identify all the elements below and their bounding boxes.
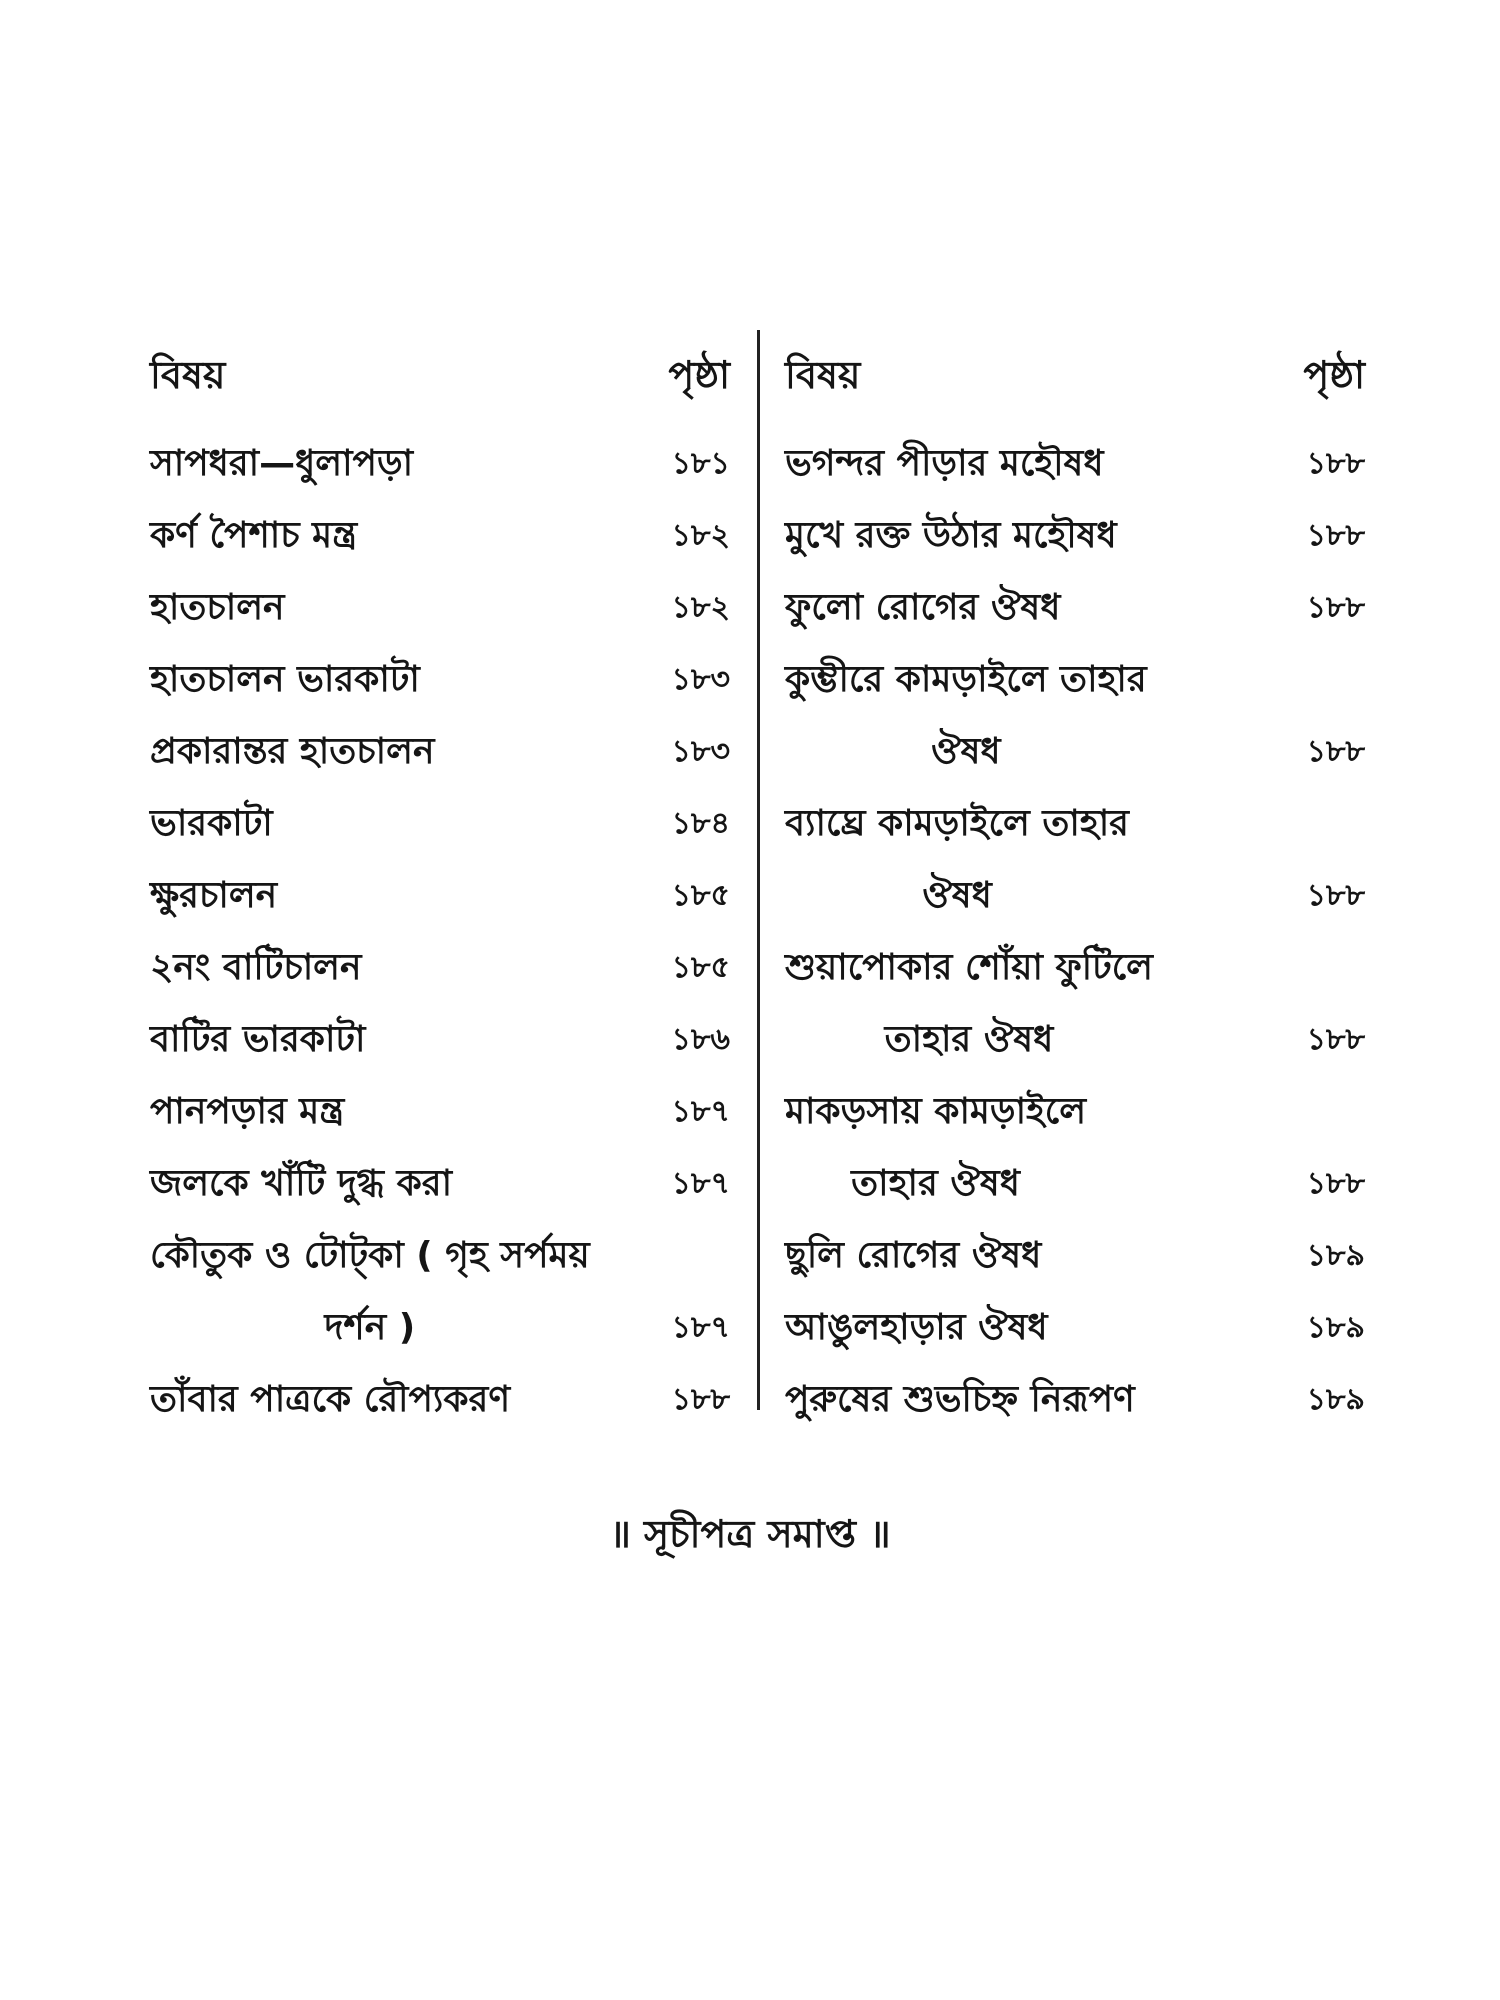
column-header <box>150 350 740 410</box>
entry-page-number: ১৮৯ <box>1306 1238 1365 1273</box>
entry-title-line: তাঁবার পাত্রকে রৌপ্যকরণ <box>150 1379 511 1420</box>
contents-entry <box>150 500 740 572</box>
contents-column-right <box>785 350 1375 1436</box>
contents-entry <box>150 932 740 1004</box>
contents-entry <box>150 428 740 500</box>
entry-page-number: ১৮৮ <box>1306 518 1365 553</box>
contents-entry <box>150 1148 740 1220</box>
entry-page-number: ১৮৮ <box>1306 734 1365 769</box>
entry-title-line: ২নং বাটিচালন <box>150 947 362 988</box>
contents-entry <box>150 716 740 788</box>
entry-title-line: পুরুষের শুভচিহ্ন নিরূপণ <box>785 1379 1135 1420</box>
entry-title-continuation: তাহার ঔষধ <box>851 1163 1020 1204</box>
entry-title-line: মাকড়সায় কামড়াইলে <box>785 1091 1087 1132</box>
entry-title-continuation: ঔষধ <box>922 875 992 916</box>
entry-title <box>150 1364 510 1436</box>
entry-page-number: ১৮৬ <box>671 1022 730 1057</box>
entry-title-line: ক্ষুরচালন <box>150 875 278 916</box>
entry-title-continuation: তাহার ঔষধ <box>884 1019 1054 1060</box>
entry-page-number: ১৮৪ <box>671 806 730 841</box>
entry-title <box>150 860 277 932</box>
entry-page-number: ১৮৫ <box>671 950 730 985</box>
entry-page-number: ১৮৮ <box>1306 446 1365 481</box>
entry-title <box>785 500 1117 572</box>
entry-title-line: ভারকাটা <box>150 803 273 844</box>
entry-page-number: ১৮৭ <box>671 1094 730 1129</box>
entry-page-number: ১৮৩ <box>671 734 730 769</box>
contents-entry <box>785 500 1375 572</box>
column-divider <box>757 330 760 1410</box>
entry-title-line: ব্যাঘ্রে কামড়াইলে তাহার <box>785 803 1129 844</box>
contents-entry <box>150 1076 740 1148</box>
entry-title-line: ছুলি রোগের ঔষধ <box>785 1235 1042 1276</box>
entry-title-line: কর্ণ পৈশাচ মন্ত্র <box>150 515 358 556</box>
entry-title-line: কৌতুক ও টোট্‌কা ( গৃহ সর্পময় <box>150 1235 590 1276</box>
entry-title-line: মুখে রক্ত উঠার মহৌষধ <box>785 515 1117 556</box>
entry-page-number: ১৮৩ <box>671 662 730 697</box>
column-header <box>785 350 1375 410</box>
entry-page-number: ১৮৫ <box>671 878 730 913</box>
entry-page-number: ১৮৮ <box>671 1382 730 1417</box>
entry-page-number: ১৮৮ <box>1306 1166 1365 1201</box>
entry-list-right <box>785 428 1375 1436</box>
entry-title-line: সাপধরা—ধুলাপড়া <box>150 443 414 484</box>
entry-title-line: ভগন্দর পীড়ার মহৌষধ <box>785 443 1104 484</box>
entry-page-number: ১৮২ <box>671 518 730 553</box>
entry-title <box>150 932 362 1004</box>
contents-entry <box>150 788 740 860</box>
contents-entry <box>785 788 1375 932</box>
entry-title <box>785 1076 1086 1220</box>
entry-list-left <box>150 428 740 1436</box>
contents-entry <box>150 1004 740 1076</box>
entry-page-number: ১৮৮ <box>1306 878 1365 913</box>
entry-title <box>785 788 1129 932</box>
entry-title <box>785 1220 1041 1292</box>
contents-entry <box>785 1292 1375 1364</box>
contents-entry <box>785 428 1375 500</box>
subject-heading: বিষয় <box>150 353 226 397</box>
entry-title-line: জলকে খাঁটি দুগ্ধ করা <box>150 1163 453 1204</box>
contents-entry <box>785 1076 1375 1220</box>
entry-title <box>785 644 1147 788</box>
entry-title <box>785 572 1060 644</box>
contents-end-note: ॥ সূচীপত্র সমাপ্ত ॥ <box>609 1512 891 1556</box>
entry-title <box>150 500 357 572</box>
contents-entry <box>785 644 1375 788</box>
entry-title-line: শুয়াপোকার শোঁয়া ফুটিলে <box>785 947 1153 988</box>
page-heading: পৃষ্ঠা <box>668 353 730 397</box>
contents-entry <box>150 1364 740 1436</box>
entry-title-continuation: দর্শন ) <box>324 1307 416 1348</box>
entry-title <box>785 1292 1048 1364</box>
entry-page-number: ১৮৭ <box>671 1310 730 1345</box>
entry-title <box>785 1364 1135 1436</box>
entry-title-line: বাটির ভারকাটা <box>150 1019 366 1060</box>
page-heading: পৃষ্ঠা <box>1303 353 1365 397</box>
entry-title <box>150 1004 365 1076</box>
contents-entry <box>785 1220 1375 1292</box>
entry-page-number: ১৮৭ <box>671 1166 730 1201</box>
entry-title <box>150 428 413 500</box>
entry-title-line: ফুলো রোগের ঔষধ <box>785 587 1061 628</box>
entry-title-line: হাতচালন ভারকাটা <box>150 659 420 700</box>
entry-title <box>785 428 1104 500</box>
entry-page-number: ১৮৮ <box>1306 590 1365 625</box>
entry-title-line: আঙুলহাড়ার ঔষধ <box>785 1307 1048 1348</box>
entry-title-line: হাতচালন <box>150 587 285 628</box>
entry-page-number: ১৮৯ <box>1306 1310 1365 1345</box>
contents-column-left <box>150 350 740 1436</box>
entry-page-number: ১৮৯ <box>1306 1382 1365 1417</box>
contents-entry <box>785 932 1375 1076</box>
entry-title <box>150 716 434 788</box>
contents-entry <box>785 572 1375 644</box>
entry-title <box>150 1076 344 1148</box>
contents-entry <box>150 572 740 644</box>
entry-title-line: পানপড়ার মন্ত্র <box>150 1091 345 1132</box>
entry-page-number: ১৮৮ <box>1306 1022 1365 1057</box>
entry-title <box>150 572 285 644</box>
entry-title <box>150 644 420 716</box>
entry-page-number: ১৮১ <box>671 446 730 481</box>
subject-heading: বিষয় <box>785 353 861 397</box>
contents-entry <box>150 644 740 716</box>
entry-title <box>150 1220 590 1364</box>
contents-entry <box>150 860 740 932</box>
entry-title <box>150 1148 452 1220</box>
entry-title-line: প্রকারান্তর হাতচালন <box>150 731 435 772</box>
entry-title <box>785 932 1153 1076</box>
contents-entry <box>150 1220 740 1364</box>
entry-title-continuation: ঔষধ <box>931 731 1001 772</box>
entry-title <box>150 788 273 860</box>
entry-title-line: কুম্ভীরে কামড়াইলে তাহার <box>785 659 1147 700</box>
contents-entry <box>785 1364 1375 1436</box>
entry-page-number: ১৮২ <box>671 590 730 625</box>
